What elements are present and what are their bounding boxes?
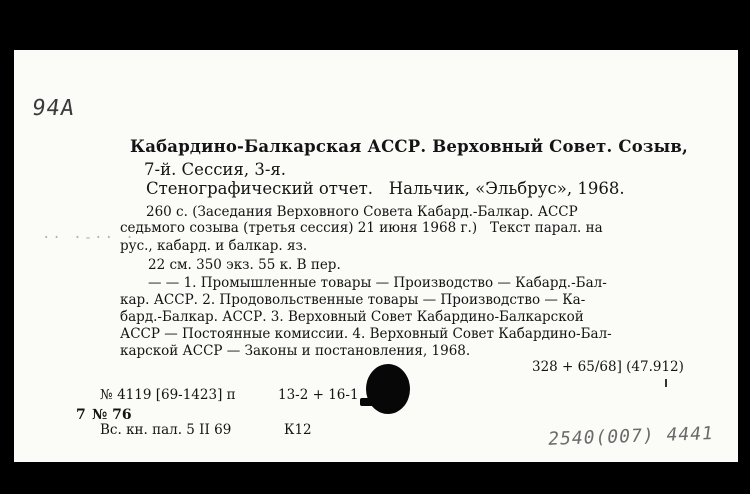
description-line2: седьмого созыва (третья сессия) 21 июня 1968 г.) Текст парал. на — [120, 220, 603, 236]
card-heading-line1: Кабардино-Балкарская АССР. Верховный Совет. Созыв, — [130, 137, 688, 156]
record-number: № 4119 [69-1423] п — [100, 387, 236, 403]
classification-tick — [665, 379, 667, 387]
description-line3: рус., кабард. и балкар. яз. — [120, 238, 308, 254]
card-heading-line2: 7-й. Сессия, 3-я. — [144, 160, 287, 179]
ink-blot-stub — [360, 398, 374, 406]
printing-info: Вс. кн. пал. 5 II 69 — [100, 422, 232, 438]
ink-blot — [366, 364, 410, 414]
handwritten-mark-top: 94A — [30, 96, 77, 121]
publication-line: Стенографический отчет. Нальчик, «Эльбрус», 1968. — [146, 179, 625, 198]
subjects-line5: карской АССР — Законы и постановления, 1968. — [120, 343, 471, 359]
faint-stamp-mark: ·· ·-·· · — [42, 230, 136, 246]
handwritten-mark-bottom: 2540(007) 4441 — [546, 423, 716, 450]
k-code: К12 — [284, 422, 312, 438]
print-code: 13-2 + 16-1 — [278, 387, 359, 403]
card-number-prefix: 7 — [76, 407, 86, 423]
catalog-card — [14, 50, 738, 462]
subjects-line4: АССР — Постоянные комиссии. 4. Верховный Совет Кабардино-Бал- — [120, 326, 612, 342]
description-line1: 260 с. (Заседания Верховного Совета Кабард.-Балкар. АССР — [146, 204, 578, 220]
classification-index: 328 + 65/68] (47.912) — [532, 359, 684, 375]
subjects-line3: бард.-Балкар. АССР. 3. Верховный Совет Кабардино-Балкарской — [120, 309, 584, 325]
size-line: 22 см. 350 экз. 55 к. В пер. — [148, 257, 341, 273]
card-number: № 76 — [92, 407, 132, 423]
subjects-line1: — — 1. Промышленные товары — Производство — Кабард.-Бал- — [148, 275, 607, 291]
subjects-line2: кар. АССР. 2. Продовольственные товары — Производство — Ка- — [120, 292, 586, 308]
